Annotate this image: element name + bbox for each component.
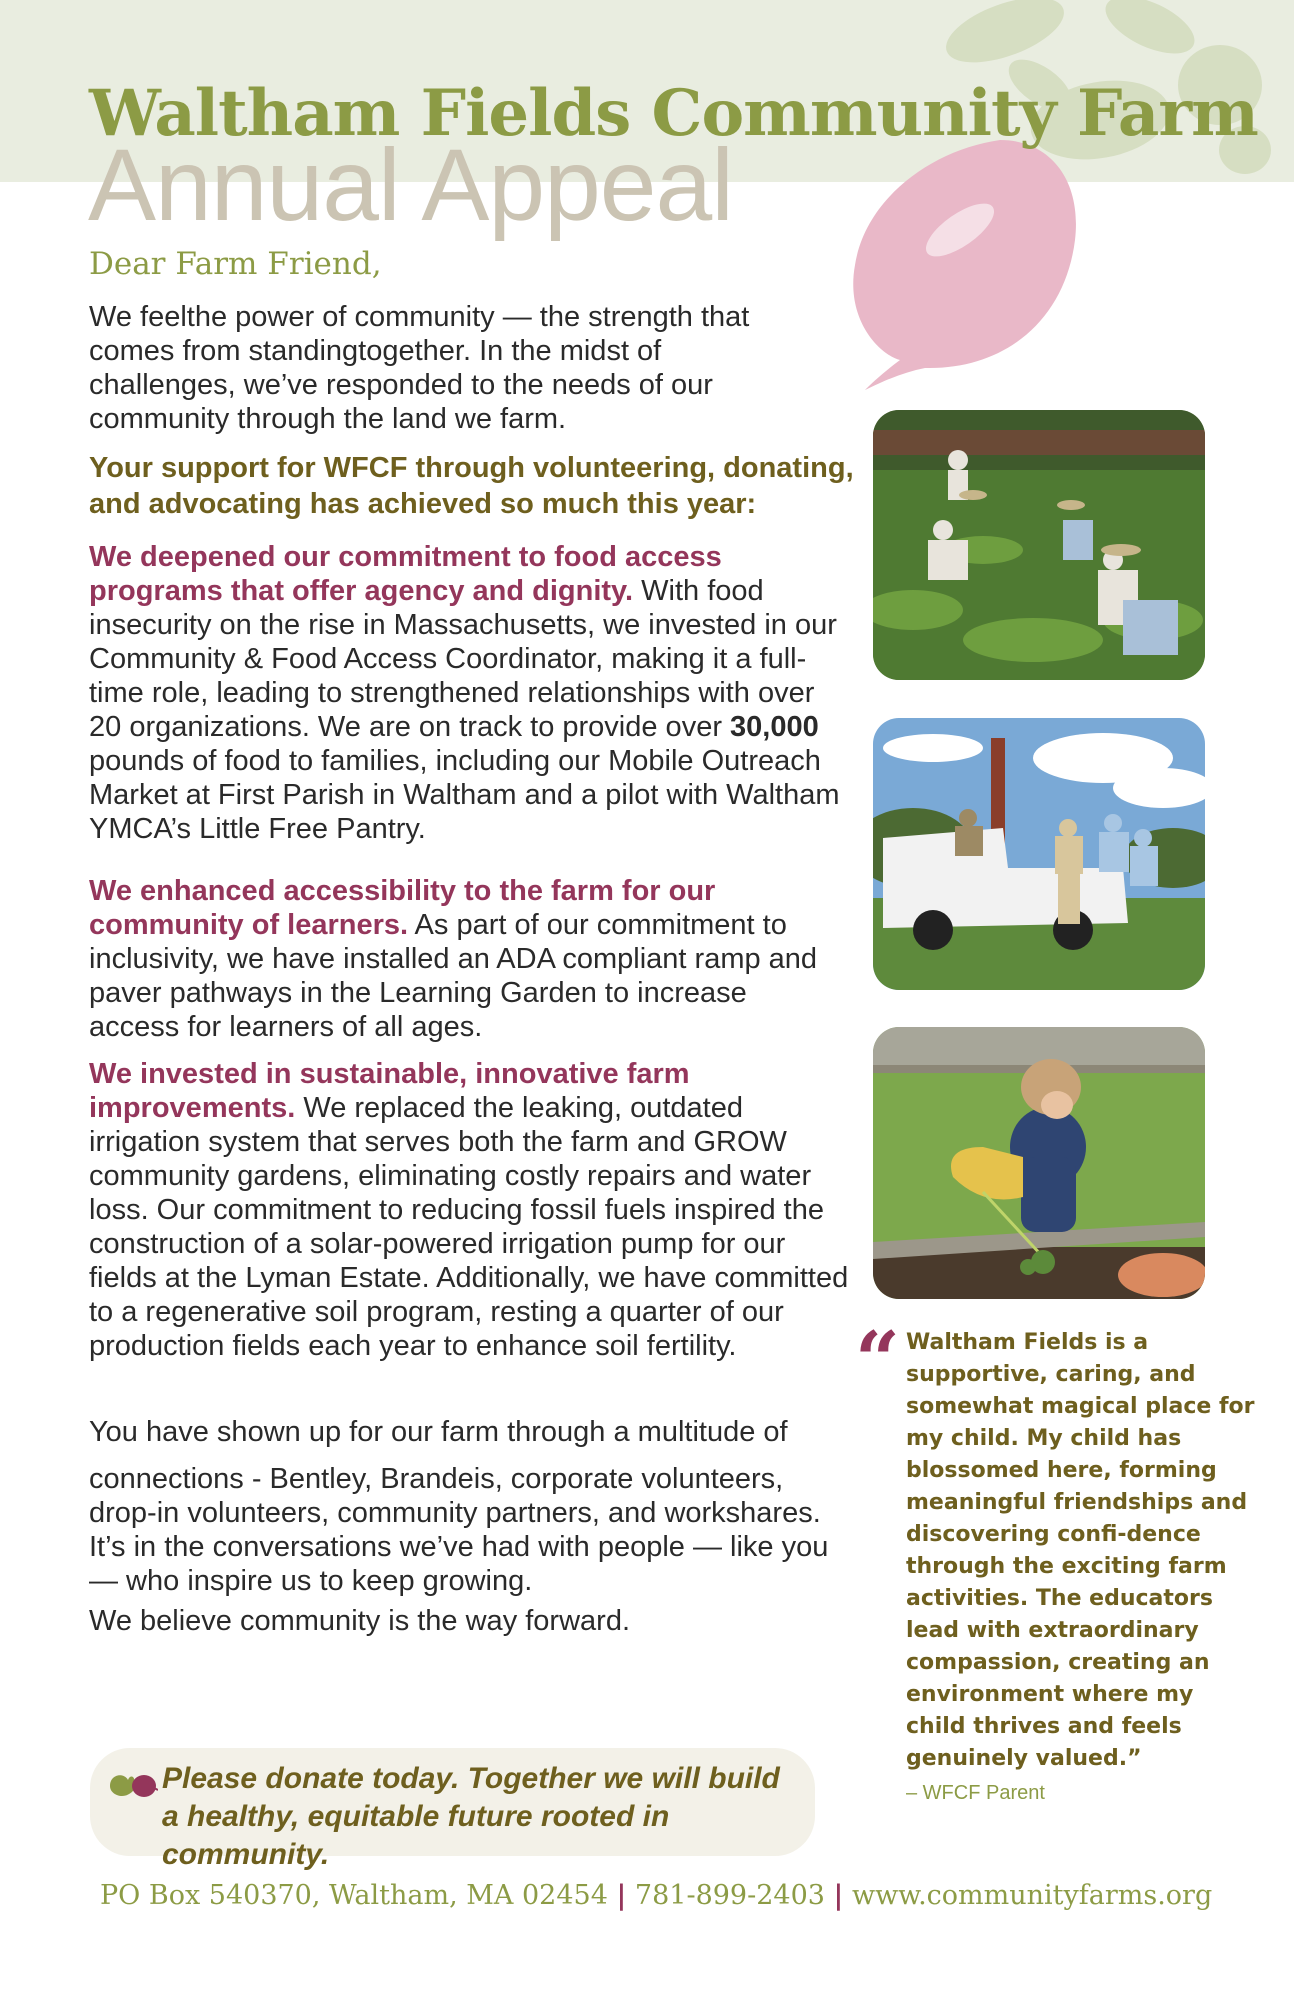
section-food-access — [89, 540, 849, 846]
footer-website-link[interactable]: www.communityfarms.org — [851, 1880, 1213, 1911]
photo-volunteers-truck — [873, 718, 1205, 990]
testimonial-attribution: – WFCF Parent — [906, 1782, 1045, 1804]
section-food-access-heading-cont: programs that offer agency and dignity. — [89, 575, 634, 607]
photo-child-watering — [873, 1027, 1205, 1299]
section-sustainability — [89, 1057, 849, 1363]
section-food-access-text-a: With food insecurity on the rise in Massachusetts, we invested in our Community & Food Access Coordinator, making it a full-time role, leading to strengthened relationships with over 20 organizations. We are on track to provide over — [89, 575, 837, 743]
footer-separator: | — [833, 1880, 844, 1911]
section-accessibility — [89, 874, 839, 1044]
section-food-access-heading: We deepened our commitment to food access — [89, 541, 722, 573]
support-lead: Your support for WFCF through volunteering, donating, and advocating has achieved so much this year: — [89, 452, 854, 520]
section-sustainability-text: We replaced the leaking, outdated irrigation system that serves both the farm and GROW community gardens, eliminating costly repairs and water loss. Our commitment to reducing fossil fuels inspired the construction of a solar-powered irrigation pump for our fields at the Lyman Estate. Additionally, we have committed to a regenerative soil program, resting a quarter of our production fields each year to enhance soil fertility. — [89, 1092, 849, 1362]
section-food-access-text-b: pounds of food to families, including our Mobile Outreach Market at First Parish in Waltham and a pilot with Waltham YMCA’s Little Free Pantry. — [89, 745, 840, 845]
closing-line-1: You have shown up for our farm through a multitude of — [89, 1416, 788, 1448]
testimonial-quote: Waltham Fields is a supportive, caring, and somewhat magical place for my child. My child has blossomed here, forming meaningful friendships and discovering confi-dence through the exciting farm activities. The educators lead with extraordinary compassion, creating an environment where my child thrives and feels genuinely valued.” — [906, 1330, 1255, 1771]
footer-separator: | — [616, 1880, 627, 1911]
donate-callout — [90, 1748, 815, 1871]
footer-phone[interactable]: 781-899-2403 — [634, 1880, 825, 1911]
donate-message: Please donate today. Together we will build a healthy, equitable future rooted in community. — [162, 1762, 780, 1871]
footer-address: PO Box 540370, Waltham, MA 02454 — [100, 1880, 608, 1911]
closing-line-last: We believe community is the way forward. — [89, 1605, 631, 1637]
section-accessibility-heading: We enhanced accessibility to the farm for our community of learners. — [89, 875, 716, 941]
quote-mark-icon: “ — [855, 1315, 900, 1406]
intro-paragraph: We feelthe power of community — the strength that comes from standingtogether. In the midst of challenges, we’ve responded to the needs of our community through the land we farm. — [89, 301, 750, 435]
photo-volunteers-field — [873, 410, 1205, 680]
page-subtitle: Annual Appeal — [88, 128, 733, 242]
beet-leaf-icon — [106, 1766, 158, 1806]
section-sustainability-heading: We invested in sustainable, innovative farm improvements. — [89, 1058, 690, 1124]
greeting: Dear Farm Friend, — [89, 246, 382, 282]
section-accessibility-text: As part of our commitment to inclusivity, we have installed an ADA compliant ramp and paver pathways in the Learning Garden to increase access for learners of all ages. — [89, 909, 818, 1043]
page-title: Waltham Fields Community Farm — [89, 76, 1258, 151]
pounds-of-food: 30,000 — [730, 711, 819, 743]
closing-paragraph: connections - Bentley, Brandeis, corporate volunteers, drop-in volunteers, community partners, and workshares. It’s in the conversations we’ve had with people — like you — who inspire us to keep growing. — [89, 1463, 829, 1597]
footer-contact — [100, 1880, 1212, 1911]
